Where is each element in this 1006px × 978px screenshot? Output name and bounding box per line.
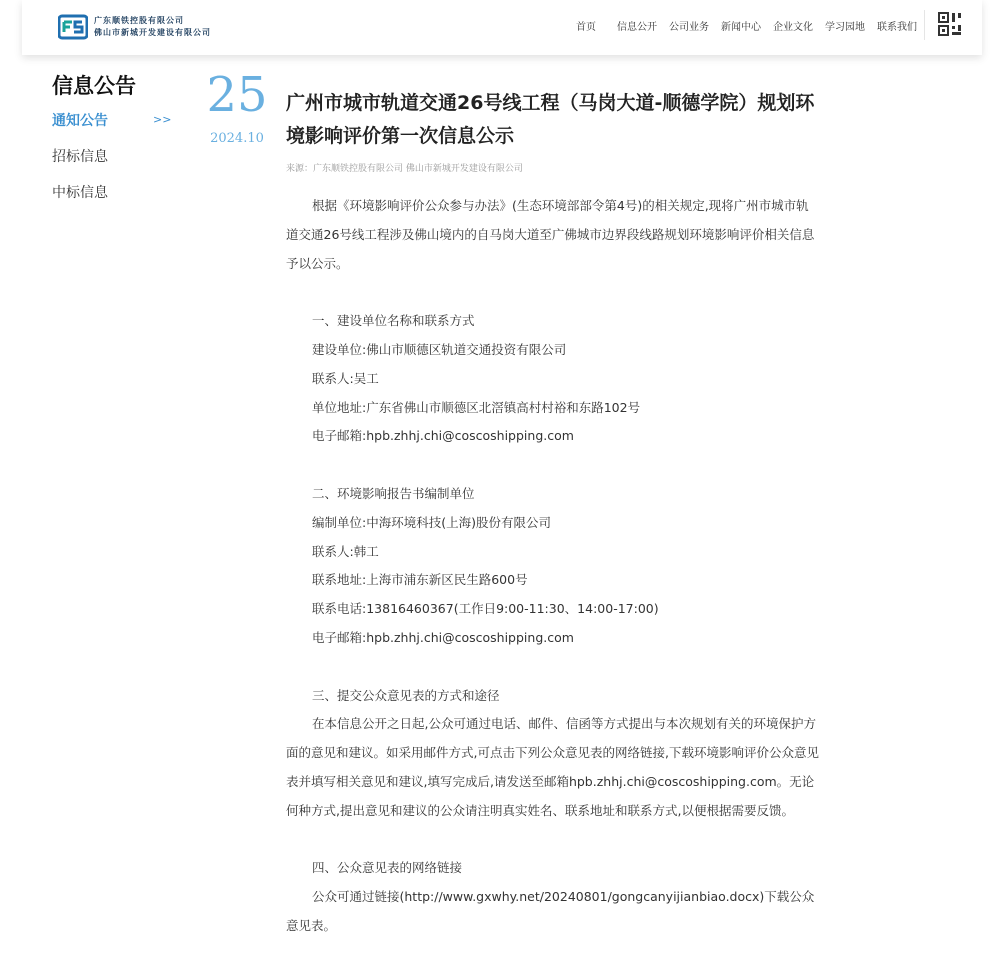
nav-business[interactable]: 公司业务 — [669, 21, 709, 33]
sidebar-item-tenders[interactable]: 招标信息 — [52, 149, 108, 165]
article-source: 来源：广东顺铁控股有限公司 佛山市新城开发建设有限公司 — [286, 164, 523, 174]
compiler-phone: 联系电话:13816460367(工作日9:00-11:30、14:00-17:00) — [312, 601, 659, 617]
nav-info-disclosure[interactable]: 信息公开 — [617, 21, 657, 33]
section-3-text: 在本信息公开之日起,公众可通过电话、邮件、信函等方式提出与本次规划有关的环境保护方面的意见和建议。如采用邮件方式,可点击下列公众意见表的网络链接,下载环境影响评价公众意见表并填写相关意见和建议,填写完成后,请发送至邮箱hpb.zhhj.chi@coscoshipping.com。无论何种方式,提出意见和建议的公众请注明真实姓名、联系地址和联系方式,以便根据需要反馈。 — [286, 716, 819, 818]
nav-contact[interactable]: 联系我们 — [877, 21, 917, 33]
compiler-email: 电子邮箱:hpb.zhhj.chi@coscoshipping.com — [312, 629, 574, 645]
publish-day: 25 — [206, 67, 268, 123]
compiler-address: 联系地址:上海市浦东新区民生路600号 — [312, 572, 528, 588]
compiler-contact: 联系人:韩工 — [312, 543, 379, 559]
qr-code-icon[interactable] — [938, 12, 962, 36]
section-1-title: 一、建设单位名称和联系方式 — [312, 313, 475, 329]
site-header — [22, 0, 982, 55]
logo-line-2: 佛山市新城开发建设有限公司 — [94, 28, 211, 37]
intro-paragraph: 根据《环境影响评价公众参与办法》(生态环境部部令第4号)的相关规定,现将广州市城市轨道交通26号线工程涉及佛山境内的自马岗大道至广佛城市边界段线路规划环境影响评价相关信息予以公示。 — [286, 198, 815, 271]
article-title: 广州市城市轨道交通26号线工程（马岗大道-顺德学院）规划环境影响评价第一次信息公示 — [286, 92, 815, 147]
article-body — [286, 192, 820, 941]
builder-email: 电子邮箱:hpb.zhhj.chi@coscoshipping.com — [312, 428, 574, 444]
section-3-title: 三、提交公众意见表的方式和途径 — [312, 687, 500, 703]
active-arrow-icon: >> — [153, 113, 172, 126]
section-4-title: 四、公众意见表的网络链接 — [312, 860, 463, 876]
nav-home[interactable]: 首页 — [576, 21, 596, 33]
section-4-text[interactable]: 公众可通过链接(http://www.gxwhy.net/20240801/gongcanyijianbiao.docx)下载公众意见表。 — [286, 889, 815, 933]
nav-learning[interactable]: 学习园地 — [825, 21, 865, 33]
sidebar-item-notices[interactable]: 通知公告 — [52, 113, 108, 129]
nav-culture[interactable]: 企业文化 — [773, 21, 813, 33]
main-nav — [576, 0, 929, 50]
nav-divider — [924, 10, 925, 40]
nav-news[interactable]: 新闻中心 — [721, 21, 761, 33]
builder-contact: 联系人:吴工 — [312, 370, 379, 386]
section-2-title: 二、环境影响报告书编制单位 — [312, 485, 475, 501]
builder-address: 单位地址:广东省佛山市顺德区北滘镇高村村裕和东路102号 — [312, 399, 641, 415]
logo-line-1: 广东顺铁控股有限公司 — [94, 16, 184, 25]
sidebar-item-awards[interactable]: 中标信息 — [52, 185, 108, 201]
publish-year-month: 2024.10 — [210, 131, 264, 146]
logo-mark-icon — [58, 14, 88, 40]
company-logo[interactable] — [58, 12, 211, 42]
sidebar-title: 信息公告 — [52, 74, 136, 98]
compiler-unit: 编制单位:中海环境科技(上海)股份有限公司 — [312, 514, 551, 530]
builder-unit: 建设单位:佛山市顺德区轨道交通投资有限公司 — [312, 341, 567, 357]
